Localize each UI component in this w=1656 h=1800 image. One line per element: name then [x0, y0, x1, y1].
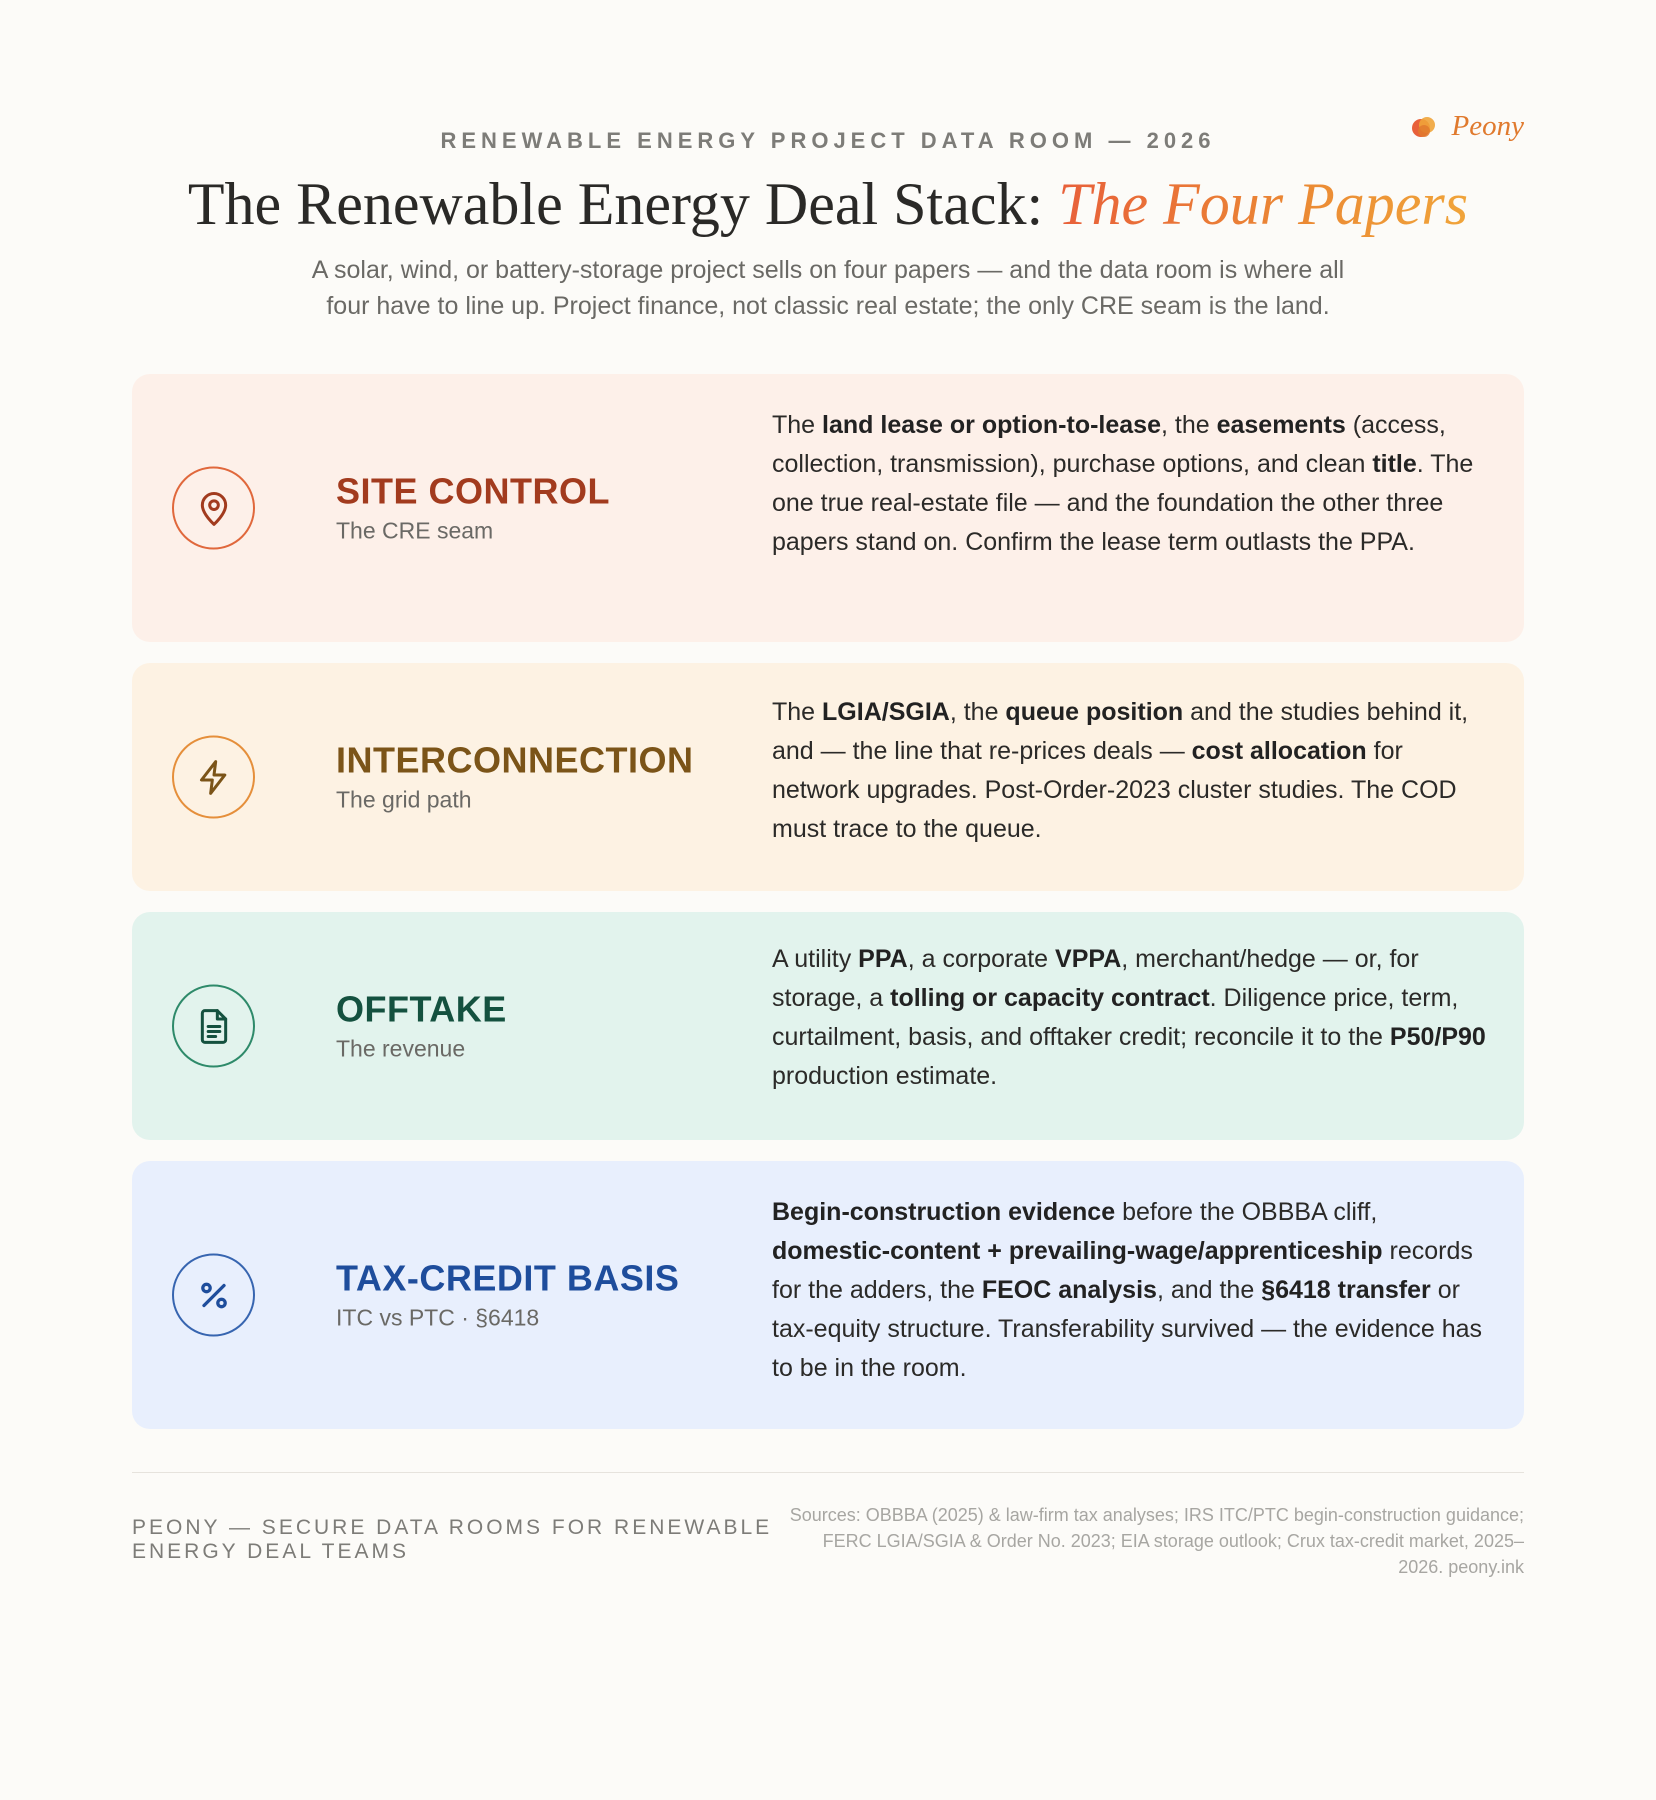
body-emphasis: title	[1372, 450, 1417, 478]
body-text: , and the	[1156, 1276, 1262, 1304]
title-main: The Renewable Energy Deal Stack:	[187, 171, 1059, 237]
body-text: , the	[949, 698, 1006, 726]
body-text: , a corporate	[907, 945, 1056, 973]
card-label: OFFTAKE	[336, 988, 507, 1030]
body-text: (access, collection, transmission), purchase options, and clean	[772, 411, 1446, 478]
percent-icon	[194, 1275, 234, 1315]
card-body	[772, 693, 1492, 849]
card-body	[772, 940, 1492, 1096]
title-accent: The Four Papers	[1058, 171, 1469, 237]
body-text: production estimate.	[772, 1062, 998, 1090]
card-sublabel: The CRE seam	[336, 517, 494, 544]
card-tax-credit-basis	[132, 1161, 1524, 1429]
footer-tagline: PEONY — SECURE DATA ROOMS FOR RENEWABLE ENERGY DEAL TEAMS	[132, 1516, 773, 1563]
card-label: SITE CONTROL	[336, 470, 610, 512]
body-emphasis: easements	[1216, 411, 1346, 439]
card-body	[772, 406, 1492, 562]
page-title	[0, 168, 1656, 240]
card-body	[772, 1193, 1492, 1388]
card-offtake	[132, 912, 1524, 1140]
document-icon	[194, 1006, 234, 1046]
card-label: INTERCONNECTION	[336, 739, 694, 781]
card-sublabel: The grid path	[336, 786, 472, 813]
page-subtitle	[268, 252, 1388, 324]
body-emphasis: cost allocation	[1191, 737, 1367, 765]
card-interconnection	[132, 663, 1524, 891]
body-text: or tax-equity structure. Transferability survived — the evidence has to be in the room.	[772, 1276, 1483, 1382]
body-text: , the	[1160, 411, 1217, 439]
card-site-control	[132, 374, 1524, 642]
body-emphasis: LGIA/SGIA	[822, 698, 950, 726]
interconnection-icon-badge	[172, 736, 255, 819]
body-text: for network upgrades. Post-Order-2023 cluster studies. The COD must trace to the queue.	[772, 737, 1457, 843]
card-sublabel: The revenue	[336, 1035, 466, 1062]
subtitle-line-2: four have to line up. Project finance, not classic real estate; the only CRE seam is the land.	[326, 292, 1330, 320]
map-pin-icon	[194, 488, 234, 528]
subtitle-line-1: A solar, wind, or battery-storage project sells on four papers — and the data room is where all	[311, 256, 1345, 284]
body-emphasis: domestic-content + prevailing-wage/apprenticeship	[772, 1237, 1383, 1265]
body-text: records for the adders, the	[772, 1237, 1473, 1304]
body-emphasis: §6418 transfer	[1261, 1276, 1431, 1304]
footer-divider	[132, 1472, 1524, 1473]
body-emphasis: VPPA	[1055, 945, 1122, 973]
body-text: A utility	[772, 945, 859, 973]
body-text: The	[772, 698, 823, 726]
card-label: TAX-CREDIT BASIS	[336, 1257, 680, 1299]
offtake-icon-badge	[172, 985, 255, 1068]
footer-sources: Sources: OBBBA (2025) & law-firm tax analyses; IRS ITC/PTC begin-construction guidance; FERC LGIA/SGIA & Order No. 2023; EIA storage outlook; Crux tax-credit market, 2025–2026. peony.ink	[789, 1505, 1524, 1577]
site-control-icon-badge	[172, 467, 255, 550]
tax-credit-icon-badge	[172, 1254, 255, 1337]
lightning-bolt-icon	[194, 757, 234, 797]
body-text: . Diligence price, term, curtailment, basis, and offtaker credit; reconcile it to the	[772, 984, 1459, 1051]
body-text: , merchant/hedge — or, for storage, a	[772, 945, 1419, 1012]
card-sublabel: ITC vs PTC · §6418	[336, 1304, 540, 1331]
paper-cards	[132, 374, 1524, 1450]
body-emphasis: Begin-construction evidence	[772, 1198, 1116, 1226]
eyebrow-heading: RENEWABLE ENERGY PROJECT DATA ROOM — 2026	[440, 128, 1216, 153]
body-emphasis: tolling or capacity contract	[890, 984, 1210, 1012]
body-emphasis: P50/P90	[1389, 1023, 1486, 1051]
body-text: and the studies behind it, and — the line that re-prices deals —	[772, 698, 1469, 765]
body-emphasis: PPA	[858, 945, 908, 973]
body-emphasis: queue position	[1005, 698, 1184, 726]
body-text: . The one true real-estate file — and the foundation the other three papers stand on. Confirm the lease term outlasts the PPA.	[772, 450, 1474, 556]
body-text: The	[772, 411, 823, 439]
body-text: before the OBBBA cliff,	[1115, 1198, 1378, 1226]
brand-name: Peony	[1451, 110, 1524, 142]
body-emphasis: FEOC analysis	[981, 1276, 1157, 1304]
body-emphasis: land lease or option-to-lease	[822, 411, 1161, 439]
